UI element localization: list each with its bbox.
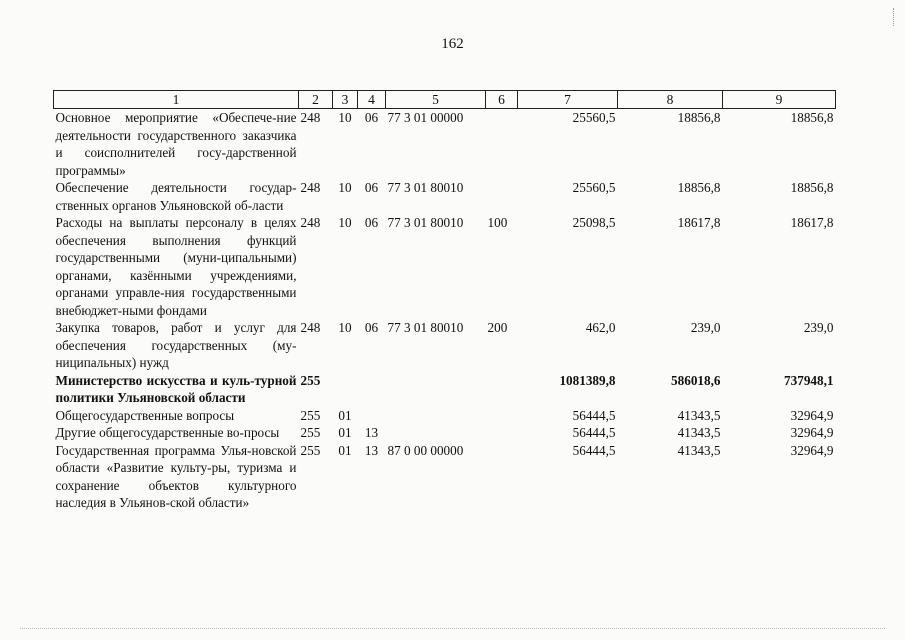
table-row bbox=[54, 442, 836, 512]
row-amount-col7: 25098,5 bbox=[572, 215, 616, 230]
row-amount-col7: 462,0 bbox=[585, 320, 616, 335]
row-amount-col7: 56444,5 bbox=[572, 407, 616, 423]
row-amount-col8: 41343,5 bbox=[677, 407, 721, 423]
row-amount-col8: 18856,8 bbox=[677, 180, 721, 195]
row-amount-col8: 41343,5 bbox=[677, 442, 721, 458]
row-code-section: 01 bbox=[338, 407, 352, 423]
row-code-expense-type: 200 bbox=[487, 320, 508, 335]
row-amount-col8: 18617,8 bbox=[677, 215, 721, 230]
row-amount-col7: 25560,5 bbox=[572, 110, 616, 125]
row-code-target bbox=[386, 372, 486, 407]
table-row-ministry-total bbox=[54, 372, 836, 407]
row-code-subsection bbox=[358, 407, 386, 425]
header-cell-7: 7 bbox=[518, 91, 618, 109]
table-row bbox=[54, 214, 836, 319]
row-code-expense-type bbox=[486, 442, 518, 512]
row-code-target: 77 3 01 80010 bbox=[387, 320, 464, 335]
row-code-expense-type bbox=[486, 109, 518, 180]
row-name: Расходы на выплаты персоналу в целях обеспечения выполнения функций государственными (муни-ципальными) органами, казёнными учреждениями, органами управле-ния государственными внебюджет-ными фондами bbox=[55, 215, 297, 318]
row-code-section bbox=[333, 372, 358, 407]
header-cell-2: 2 bbox=[299, 91, 333, 109]
table-row bbox=[54, 179, 836, 214]
row-code-ministry: 255 bbox=[300, 425, 321, 440]
row-amount-col9: 18617,8 bbox=[790, 215, 834, 230]
row-amount-col9: 18856,8 bbox=[790, 180, 834, 195]
row-code-ministry: 255 bbox=[300, 442, 321, 458]
row-code-target: 77 3 01 80010 bbox=[387, 215, 464, 230]
header-cell-8: 8 bbox=[618, 91, 723, 109]
row-amount-col9: 32964,9 bbox=[790, 442, 834, 458]
header-row bbox=[54, 91, 836, 109]
row-name: Министерство искусства и куль-турной политики Ульяновской области bbox=[55, 372, 297, 405]
row-code-expense-type bbox=[486, 179, 518, 214]
row-amount-col9: 32964,9 bbox=[790, 425, 834, 440]
row-code-target bbox=[386, 407, 486, 425]
row-code-ministry: 255 bbox=[300, 407, 321, 423]
row-code-ministry: 248 bbox=[300, 215, 321, 230]
row-name: Основное мероприятие «Обеспече-ние деятельности государственного заказчика и соисполнителей госу-дарственной программы» bbox=[55, 110, 297, 178]
row-code-section: 10 bbox=[338, 180, 352, 195]
row-code-subsection: 06 bbox=[364, 110, 379, 125]
row-amount-col8: 18856,8 bbox=[677, 110, 721, 125]
row-amount-col8: 586018,6 bbox=[671, 372, 721, 388]
row-code-section: 10 bbox=[338, 320, 352, 335]
scan-corner-mark bbox=[893, 8, 895, 26]
header-cell-4: 4 bbox=[358, 91, 386, 109]
row-code-ministry: 255 bbox=[300, 372, 321, 388]
table-row bbox=[54, 109, 836, 180]
row-amount-col7: 56444,5 bbox=[572, 442, 616, 458]
header-cell-9: 9 bbox=[723, 91, 836, 109]
row-code-subsection bbox=[358, 372, 386, 407]
row-code-ministry: 248 bbox=[300, 320, 321, 335]
header-cell-6: 6 bbox=[486, 91, 518, 109]
row-code-expense-type bbox=[486, 407, 518, 425]
row-code-section: 01 bbox=[338, 425, 352, 440]
row-code-target: 77 3 01 80010 bbox=[387, 180, 464, 195]
row-amount-col7: 56444,5 bbox=[572, 425, 616, 440]
row-code-subsection: 06 bbox=[364, 180, 379, 195]
row-code-section: 10 bbox=[338, 215, 352, 230]
row-amount-col9: 32964,9 bbox=[790, 407, 834, 423]
row-code-subsection: 13 bbox=[364, 425, 379, 440]
scan-bottom-edge bbox=[20, 628, 885, 631]
budget-table-container bbox=[53, 90, 835, 512]
row-code-ministry: 248 bbox=[300, 180, 321, 195]
header-cell-5: 5 bbox=[386, 91, 486, 109]
header-cell-1: 1 bbox=[54, 91, 299, 109]
row-name: Закупка товаров, работ и услуг для обеспечения государственных (му-ниципальных) нужд bbox=[55, 320, 297, 370]
row-amount-col9: 18856,8 bbox=[790, 110, 834, 125]
row-code-subsection: 06 bbox=[364, 215, 379, 230]
row-code-subsection: 06 bbox=[364, 320, 379, 335]
row-code-section: 10 bbox=[338, 110, 352, 125]
row-code-target: 87 0 00 00000 bbox=[387, 442, 464, 458]
row-code-expense-type bbox=[486, 372, 518, 407]
row-name: Другие общегосударственные во-просы bbox=[55, 425, 280, 440]
budget-table bbox=[53, 90, 836, 512]
row-amount-col9: 239,0 bbox=[803, 320, 834, 335]
row-code-subsection: 13 bbox=[364, 442, 379, 458]
row-amount-col8: 239,0 bbox=[690, 320, 721, 335]
row-amount-col9: 737948,1 bbox=[784, 372, 834, 388]
row-code-target bbox=[386, 424, 486, 442]
row-name: Обеспечение деятельности государ-ственных органов Ульяновской об-ласти bbox=[55, 180, 297, 213]
table-row bbox=[54, 424, 836, 442]
row-code-target: 77 3 01 00000 bbox=[387, 110, 464, 125]
row-name: Государственная программа Улья-новской области «Развитие культу-ры, туризма и сохранение объектов культурного наследия в Ульянов-ской области» bbox=[55, 442, 297, 510]
row-amount-col7: 1081389,8 bbox=[559, 372, 616, 388]
table-row bbox=[54, 407, 836, 425]
row-name: Общегосударственные вопросы bbox=[55, 407, 235, 423]
row-amount-col8: 41343,5 bbox=[677, 425, 721, 440]
header-cell-3: 3 bbox=[333, 91, 358, 109]
row-code-ministry: 248 bbox=[300, 110, 321, 125]
page-number: 162 bbox=[441, 36, 464, 52]
row-amount-col7: 25560,5 bbox=[572, 180, 616, 195]
row-code-expense-type: 100 bbox=[487, 215, 508, 230]
row-code-section: 01 bbox=[338, 442, 352, 458]
row-code-expense-type bbox=[486, 424, 518, 442]
table-row bbox=[54, 319, 836, 372]
